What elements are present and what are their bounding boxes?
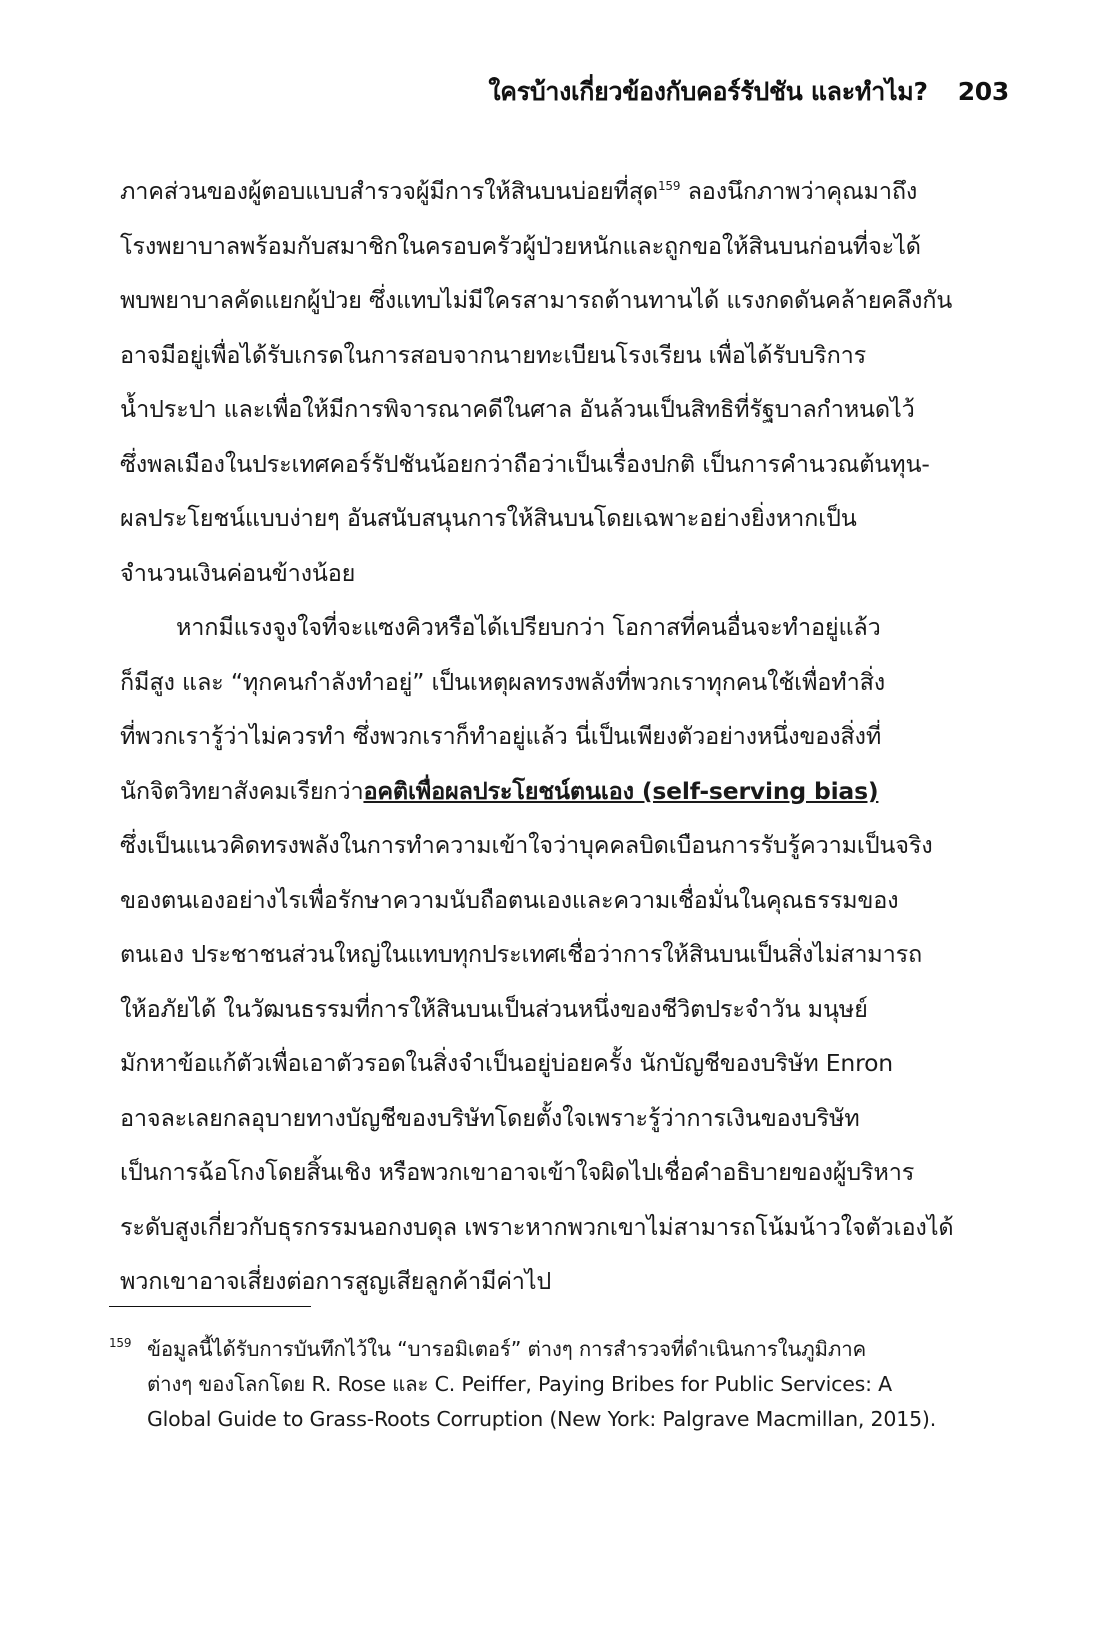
text-line: ผลประโยชน์แบบง่ายๆ อันสนับสนุนการให้สินบนโดยเฉพาะอย่างยิ่งหากเป็น [120, 504, 857, 532]
footnote [109, 1332, 1009, 1437]
text-line: ของตนเองอย่างไรเพื่อรักษาความนับถือตนเองและความเชื่อมั่นในคุณธรรมของ [120, 885, 899, 914]
text-line: จำนวนเงินค่อนข้างน้อย [120, 558, 356, 587]
text-line: ที่พวกเรารู้ว่าไม่ควรทำ ซึ่งพวกเราก็ทำอยู่แล้ว นี่เป็นเพียงตัวอย่างหนึ่งของสิ่งที่ [120, 722, 882, 750]
text-line [120, 764, 1008, 819]
text-line: พวกเขาอาจเสี่ยงต่อการสูญเสียลูกค้ามีค่าไป [120, 1267, 552, 1295]
paragraph-1 [120, 164, 1008, 600]
running-header [488, 72, 1009, 112]
text-line: เป็นการฉ้อโกงโดยสิ้นเชิง หรือพวกเขาอาจเข้าใจผิดไปเชื่อคำอธิบายของผู้บริหาร [120, 1158, 915, 1186]
text-line: โรงพยาบาลพร้อมกับสมาชิกในครอบครัวผู้ป่วยหนักและถูกขอให้สินบนก่อนที่จะได้ [120, 231, 921, 260]
text-line: ตนเอง ประชาชนส่วนใหญ่ในแทบทุกประเทศเชื่อว่าการให้สินบนเป็นสิ่งไม่สามารถ [120, 940, 923, 968]
footnote-text: ข้อมูลนี้ได้รับการบันทึกไว้ใน “บารอมิเตอร์” ต่างๆ การสำรวจที่ดำเนินการในภูมิภาค [147, 1337, 867, 1361]
text-line: อาจละเลยกลอุบายทางบัญชีของบริษัทโดยตั้งใจเพราะรู้ว่าการเงินของบริษัท [120, 1103, 860, 1132]
page-number: 203 [957, 77, 1009, 106]
text-line [120, 164, 1008, 219]
text-line: น้ำประปา และเพื่อให้มีการพิจารณาคดีในศาล อันล้วนเป็นสิทธิที่รัฐบาลกำหนดไว้ [120, 395, 915, 423]
footnote-number: 159 [109, 1336, 132, 1350]
chapter-title: ใครบ้างเกี่ยวข้องกับคอร์รัปชัน และทำไม? [488, 77, 928, 106]
body-text [120, 164, 1008, 1309]
key-term: อคติเพื่อผลประโยชน์ตนเอง (self-serving bias) [363, 776, 879, 805]
footnote-line [109, 1332, 1009, 1367]
text-line: พบพยาบาลคัดแยกผู้ป่วย ซึ่งแทบไม่มีใครสามารถต้านทานได้ แรงกดดันคล้ายคลึงกัน [120, 286, 953, 314]
footnote-divider [109, 1306, 311, 1307]
text-line: ให้อภัยได้ ในวัฒนธรรมที่การให้สินบนเป็นส่วนหนึ่งของชีวิตประจำวัน มนุษย์ [120, 994, 868, 1023]
footnote-reference[interactable]: 159 [658, 179, 681, 194]
text-fragment: นักจิตวิทยาสังคมเรียกว่า [120, 776, 364, 805]
text-line: ซึ่งพลเมืองในประเทศคอร์รัปชันน้อยกว่าถือว่าเป็นเรื่องปกติ เป็นการคำนวณต้นทุน- [120, 449, 930, 478]
text-line: ระดับสูงเกี่ยวกับธุรกรรมนอกงบดุล เพราะหากพวกเขาไม่สามารถโน้มน้าวใจตัวเองได้ [120, 1212, 954, 1241]
footnote-line: Global Guide to Grass-Roots Corruption (New York: Palgrave Macmillan, 2015). [147, 1407, 937, 1431]
text-line: หากมีแรงจูงใจที่จะแซงคิวหรือได้เปรียบกว่า โอกาสที่คนอื่นจะทำอยู่แล้ว [176, 613, 881, 641]
footnote-line: ต่างๆ ของโลกโดย R. Rose และ C. Peiffer, Paying Bribes for Public Services: A [147, 1372, 892, 1396]
text-fragment: ภาคส่วนของผู้ตอบแบบสำรวจผู้มีการให้สินบนบ่อยที่สุด [120, 177, 658, 205]
text-fragment: ลองนึกภาพว่าคุณมาถึง [680, 177, 918, 205]
text-line: ซึ่งเป็นแนวคิดทรงพลังในการทำความเข้าใจว่าบุคคลบิดเบือนการรับรู้ความเป็นจริง [120, 831, 933, 859]
text-line: มักหาข้อแก้ตัวเพื่อเอาตัวรอดในสิ่งจำเป็นอยู่บ่อยครั้ง นักบัญชีของบริษัท Enron [120, 1049, 893, 1077]
text-line: ก็มีสูง และ “ทุกคนกำลังทำอยู่” เป็นเหตุผลทรงพลังที่พวกเราทุกคนใช้เพื่อทำสิ่ง [120, 667, 886, 696]
text-line: อาจมีอยู่เพื่อได้รับเกรดในการสอบจากนายทะเบียนโรงเรียน เพื่อได้รับบริการ [120, 340, 867, 369]
paragraph-2 [120, 600, 1008, 1309]
